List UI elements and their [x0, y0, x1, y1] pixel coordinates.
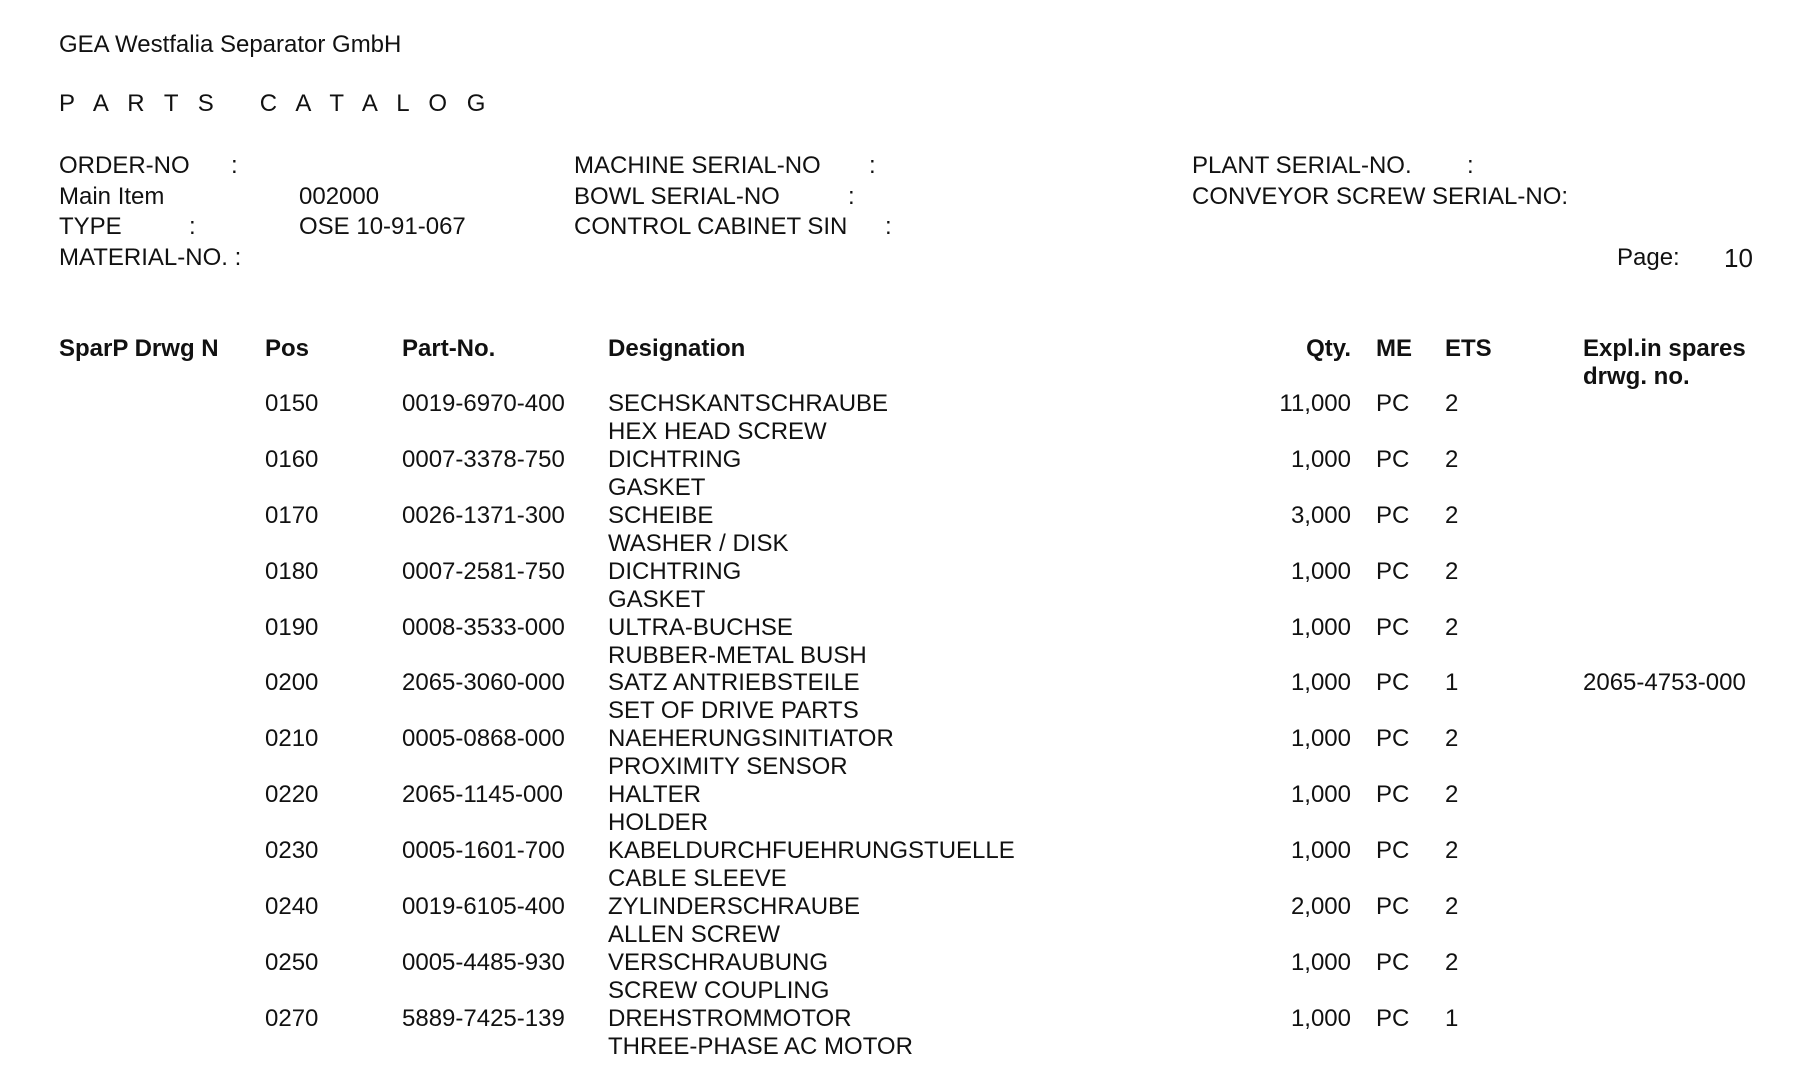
row-ets: 2: [1445, 948, 1459, 976]
row-designation-en: SCREW COUPLING: [608, 976, 830, 1004]
order-no-sep: :: [231, 152, 238, 179]
col-expl-line2: drwg. no.: [1583, 363, 1690, 390]
row-ets: 2: [1445, 837, 1459, 865]
table-row: [0, 725, 1800, 781]
row-pos: 0190: [265, 613, 319, 641]
row-qty: 1,000: [1290, 1004, 1351, 1032]
row-designation-de: SCHEIBE: [608, 501, 714, 529]
row-pos: 0150: [265, 390, 319, 417]
row-me: PC: [1376, 948, 1410, 976]
row-qty: 1,000: [1290, 557, 1351, 585]
row-designation-en: RUBBER-METAL BUSH: [608, 641, 867, 669]
row-ets: 2: [1445, 501, 1459, 529]
col-expl: [1583, 335, 1746, 391]
row-part-no: 0026-1371-300: [402, 501, 565, 529]
col-ets: ETS: [1445, 335, 1492, 362]
row-designation-de: DICHTRING: [608, 445, 742, 473]
row-pos: 0250: [265, 948, 319, 976]
col-qty: Qty.: [1306, 335, 1351, 362]
row-qty: 1,000: [1290, 725, 1351, 753]
table-row: [0, 669, 1800, 725]
table-row: [0, 1005, 1800, 1061]
table-row: [0, 893, 1800, 949]
row-pos: 0160: [265, 445, 319, 473]
row-me: PC: [1376, 837, 1410, 865]
row-qty: 2,000: [1290, 893, 1351, 921]
row-expl: 2065-4753-000: [1583, 669, 1746, 697]
row-pos: 0180: [265, 557, 319, 585]
row-part-no: 0007-2581-750: [402, 557, 565, 585]
row-pos: 0210: [265, 725, 319, 753]
row-designation-de: SECHSKANTSCHRAUBE: [608, 390, 889, 417]
row-me: PC: [1376, 781, 1410, 809]
row-pos: 0220: [265, 781, 319, 809]
row-qty: 11,000: [1279, 390, 1351, 417]
row-part-no: 0007-3378-750: [402, 445, 565, 473]
document-title: P A R T S C A T A L O G: [59, 90, 492, 117]
plant-serial-label: PLANT SERIAL-NO.: [1192, 152, 1412, 179]
row-designation-en: HEX HEAD SCREW: [608, 418, 827, 445]
header-row-2: [0, 183, 1800, 213]
row-designation-de: DICHTRING: [608, 557, 742, 585]
row-me: PC: [1376, 669, 1410, 697]
material-no-label: MATERIAL-NO. :: [59, 244, 242, 271]
control-cabinet-label: CONTROL CABINET SIN: [574, 213, 848, 240]
order-no-label: ORDER-NO: [59, 152, 190, 179]
header-row-1: [0, 152, 1800, 182]
row-me: PC: [1376, 390, 1410, 417]
col-designation: Designation: [608, 335, 746, 362]
row-ets: 2: [1445, 781, 1459, 809]
table-row: [0, 390, 1800, 446]
conveyor-serial-label: CONVEYOR SCREW SERIAL-NO:: [1192, 183, 1569, 210]
col-pos: Pos: [265, 335, 310, 362]
row-me: PC: [1376, 501, 1410, 529]
row-designation-de: DREHSTROMMOTOR: [608, 1004, 852, 1032]
table-row: [0, 502, 1800, 558]
row-ets: 2: [1445, 557, 1459, 585]
header-row-4: [0, 244, 1800, 274]
row-part-no: 0005-4485-930: [402, 948, 565, 976]
row-designation-en: PROXIMITY SENSOR: [608, 753, 848, 781]
row-pos: 0170: [265, 501, 319, 529]
bowl-serial-label: BOWL SERIAL-NO: [574, 183, 780, 210]
bowl-serial-sep: :: [848, 183, 855, 210]
row-me: PC: [1376, 1004, 1410, 1032]
row-part-no: 2065-3060-000: [402, 669, 565, 697]
row-qty: 1,000: [1290, 613, 1351, 641]
type-value: OSE 10-91-067: [299, 213, 466, 240]
row-designation-en: ALLEN SCREW: [608, 921, 781, 949]
row-part-no: 5889-7425-139: [402, 1004, 565, 1032]
row-designation-en: THREE-PHASE AC MOTOR: [608, 1032, 913, 1060]
main-item-value: 002000: [299, 183, 380, 210]
col-me: ME: [1376, 335, 1412, 362]
row-ets: 1: [1445, 669, 1459, 697]
col-part-no: Part-No.: [402, 335, 496, 362]
row-designation-en: GASKET: [608, 473, 706, 501]
row-ets: 2: [1445, 445, 1459, 473]
page-label: Page:: [1617, 244, 1680, 271]
machine-serial-sep: :: [869, 152, 876, 179]
type-sep: :: [189, 213, 196, 240]
row-designation-en: HOLDER: [608, 809, 709, 837]
row-designation-en: CABLE SLEEVE: [608, 865, 787, 893]
row-ets: 2: [1445, 390, 1459, 417]
row-designation-de: ULTRA-BUCHSE: [608, 613, 793, 641]
row-designation-de: SATZ ANTRIEBSTEILE: [608, 669, 860, 697]
row-qty: 3,000: [1290, 501, 1351, 529]
row-designation-en: WASHER / DISK: [608, 529, 789, 557]
row-qty: 1,000: [1290, 669, 1351, 697]
row-qty: 1,000: [1290, 781, 1351, 809]
machine-serial-label: MACHINE SERIAL-NO: [574, 152, 821, 179]
row-designation-de: KABELDURCHFUEHRUNGSTUELLE: [608, 837, 1015, 865]
row-me: PC: [1376, 893, 1410, 921]
plant-serial-sep: :: [1467, 152, 1474, 179]
row-part-no: 0005-1601-700: [402, 837, 565, 865]
row-pos: 0200: [265, 669, 319, 697]
header-row-3: [0, 213, 1800, 243]
row-pos: 0230: [265, 837, 319, 865]
table-row: [0, 558, 1800, 614]
row-ets: 2: [1445, 725, 1459, 753]
row-qty: 1,000: [1290, 948, 1351, 976]
table-row: [0, 446, 1800, 502]
row-part-no: 0008-3533-000: [402, 613, 565, 641]
table-row: [0, 949, 1800, 1005]
parts-table: [0, 390, 1800, 1061]
page-number: 10: [1724, 243, 1753, 273]
row-designation-de: HALTER: [608, 781, 701, 809]
table-row: [0, 837, 1800, 893]
row-designation-de: VERSCHRAUBUNG: [608, 948, 829, 976]
col-sparp-drwg: SparP Drwg N: [59, 335, 219, 362]
row-me: PC: [1376, 725, 1410, 753]
row-designation-en: SET OF DRIVE PARTS: [608, 697, 859, 725]
row-pos: 0240: [265, 893, 319, 921]
row-qty: 1,000: [1290, 445, 1351, 473]
row-ets: 2: [1445, 893, 1459, 921]
row-designation-de: ZYLINDERSCHRAUBE: [608, 893, 861, 921]
row-ets: 1: [1445, 1004, 1459, 1032]
control-cabinet-sep: :: [885, 213, 892, 240]
row-pos: 0270: [265, 1004, 319, 1032]
row-part-no: 0019-6970-400: [402, 390, 565, 417]
table-row: [0, 614, 1800, 670]
row-part-no: 2065-1145-000: [402, 781, 564, 809]
col-expl-line1: Expl.in spares: [1583, 335, 1746, 362]
row-me: PC: [1376, 445, 1410, 473]
row-part-no: 0019-6105-400: [402, 893, 565, 921]
row-me: PC: [1376, 613, 1410, 641]
row-me: PC: [1376, 557, 1410, 585]
row-part-no: 0005-0868-000: [402, 725, 565, 753]
main-item-label: Main Item: [59, 183, 165, 210]
row-qty: 1,000: [1290, 837, 1351, 865]
row-ets: 2: [1445, 613, 1459, 641]
type-label: TYPE: [59, 213, 122, 240]
table-row: [0, 781, 1800, 837]
row-designation-de: NAEHERUNGSINITIATOR: [608, 725, 894, 753]
row-designation-en: GASKET: [608, 585, 706, 613]
company-name: GEA Westfalia Separator GmbH: [59, 31, 402, 58]
